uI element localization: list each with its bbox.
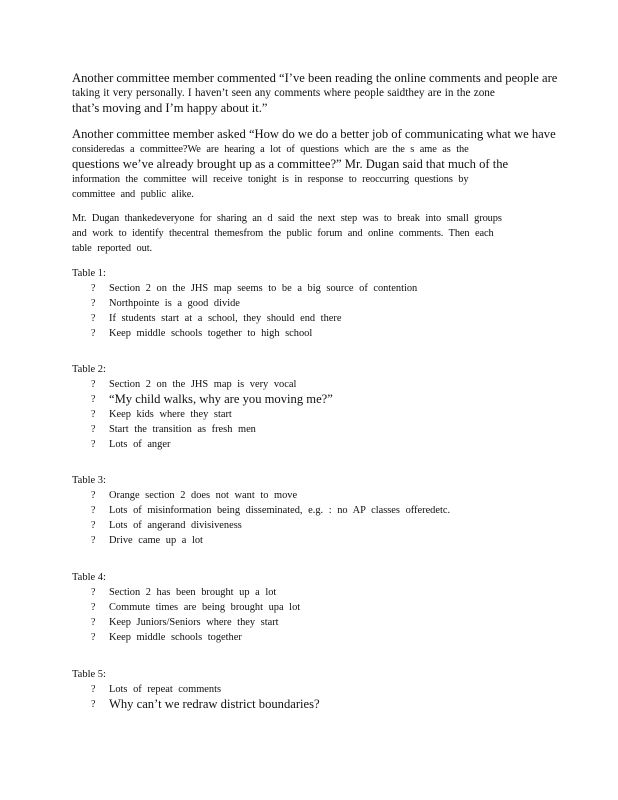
list-item-text: Northpointe is a good divide bbox=[109, 298, 240, 309]
list-item bbox=[72, 697, 542, 712]
paragraph-question bbox=[72, 127, 556, 202]
paragraph-line: Mr. Dugan thankedeveryone for sharing an d said the next step was to break into small groups bbox=[72, 213, 502, 224]
bullet-list bbox=[72, 488, 542, 548]
bullet-icon: ? bbox=[91, 394, 96, 405]
list-item-text: Lots of misinformation being disseminated, e.g. : no AP classes offeredetc. bbox=[109, 505, 451, 516]
paragraph-comment bbox=[72, 71, 558, 116]
bullet-icon: ? bbox=[91, 379, 96, 390]
table-heading: Table 4: bbox=[72, 572, 106, 583]
paragraph-line: that’s moving and I’m happy about it.” bbox=[72, 101, 268, 115]
paragraph-line: Another committee member asked “How do we do a better job of communicating what we have bbox=[72, 127, 556, 141]
bullet-icon: ? bbox=[91, 409, 96, 420]
list-item bbox=[72, 311, 542, 326]
bullet-list bbox=[72, 281, 542, 341]
table-3-notes bbox=[72, 473, 542, 548]
list-item-text: Lots of repeat comments bbox=[109, 684, 222, 695]
bullet-list bbox=[72, 585, 542, 645]
paragraph-line: questions we’ve already brought up as a committee?” Mr. Dugan said that much of the bbox=[72, 157, 509, 171]
list-item-text: Section 2 has been brought up a lot bbox=[109, 587, 277, 598]
paragraph-line: information the committee will receive tonight is in response to reoccurring questions by bbox=[72, 174, 469, 185]
list-item-text: Section 2 on the JHS map is very vocal bbox=[109, 379, 297, 390]
paragraph-line: committee and public alike. bbox=[72, 189, 194, 200]
bullet-icon: ? bbox=[91, 699, 96, 710]
paragraph-line: Another committee member commented “I’ve been reading the online comments and people are bbox=[72, 71, 558, 85]
bullet-icon: ? bbox=[91, 439, 96, 450]
bullet-icon: ? bbox=[91, 505, 96, 516]
paragraph-breakout bbox=[72, 211, 542, 256]
bullet-icon: ? bbox=[91, 313, 96, 324]
list-item-text: “My child walks, why are you moving me?” bbox=[109, 392, 333, 406]
list-item bbox=[72, 437, 542, 452]
paragraph-line: taking it very personally. I haven’t seen any comments where people saidthey are in the zone bbox=[72, 87, 495, 99]
bullet-icon: ? bbox=[91, 328, 96, 339]
list-item-text: Drive came up a lot bbox=[109, 535, 203, 546]
bullet-list bbox=[72, 682, 542, 712]
list-item bbox=[72, 518, 542, 533]
list-item-text: Keep kids where they start bbox=[109, 409, 232, 420]
list-item-text: Start the transition as fresh men bbox=[109, 424, 256, 435]
table-5-notes bbox=[72, 667, 542, 712]
bullet-icon: ? bbox=[91, 632, 96, 643]
paragraph-line: and work to identify thecentral themesfrom the public forum and online comments. Then each bbox=[72, 228, 494, 239]
list-item-text: Section 2 on the JHS map seems to be a big source of contention bbox=[109, 283, 418, 294]
list-item bbox=[72, 503, 542, 518]
list-item bbox=[72, 407, 542, 422]
list-item bbox=[72, 281, 542, 296]
bullet-icon: ? bbox=[91, 490, 96, 501]
list-item-text: Orange section 2 does not want to move bbox=[109, 490, 298, 501]
bullet-icon: ? bbox=[91, 617, 96, 628]
list-item bbox=[72, 585, 542, 600]
list-item bbox=[72, 615, 542, 630]
list-item-text: If students start at a school, they should end there bbox=[109, 313, 342, 324]
list-item-text: Keep middle schools together to high school bbox=[109, 328, 313, 339]
table-heading: Table 3: bbox=[72, 475, 106, 486]
list-item bbox=[72, 682, 542, 697]
bullet-icon: ? bbox=[91, 587, 96, 598]
list-item-text: Lots of angerand divisiveness bbox=[109, 520, 242, 531]
paragraph-line: table reported out. bbox=[72, 243, 152, 254]
table-4-notes bbox=[72, 570, 542, 645]
list-item-text: Keep middle schools together bbox=[109, 632, 242, 643]
list-item bbox=[72, 533, 542, 548]
bullet-icon: ? bbox=[91, 520, 96, 531]
bullet-icon: ? bbox=[91, 535, 96, 546]
list-item bbox=[72, 296, 542, 311]
table-2-notes bbox=[72, 362, 542, 452]
list-item-text: Lots of anger bbox=[109, 439, 171, 450]
list-item bbox=[72, 392, 542, 407]
table-heading: Table 1: bbox=[72, 268, 106, 279]
list-item bbox=[72, 422, 542, 437]
table-heading: Table 5: bbox=[72, 669, 106, 680]
list-item bbox=[72, 600, 542, 615]
table-heading: Table 2: bbox=[72, 364, 106, 375]
bullet-icon: ? bbox=[91, 283, 96, 294]
bullet-icon: ? bbox=[91, 684, 96, 695]
list-item bbox=[72, 630, 542, 645]
list-item bbox=[72, 377, 542, 392]
bullet-icon: ? bbox=[91, 298, 96, 309]
bullet-list bbox=[72, 377, 542, 452]
list-item bbox=[72, 326, 542, 341]
bullet-icon: ? bbox=[91, 602, 96, 613]
list-item-text: Commute times are being brought upa lot bbox=[109, 602, 301, 613]
list-item-text: Why can’t we redraw district boundaries? bbox=[109, 697, 320, 711]
list-item bbox=[72, 488, 542, 503]
list-item-text: Keep Juniors/Seniors where they start bbox=[109, 617, 279, 628]
paragraph-line: consideredas a committee?We are hearing a lot of questions which are the s ame as the bbox=[72, 144, 469, 155]
bullet-icon: ? bbox=[91, 424, 96, 435]
table-1-notes bbox=[72, 266, 542, 341]
